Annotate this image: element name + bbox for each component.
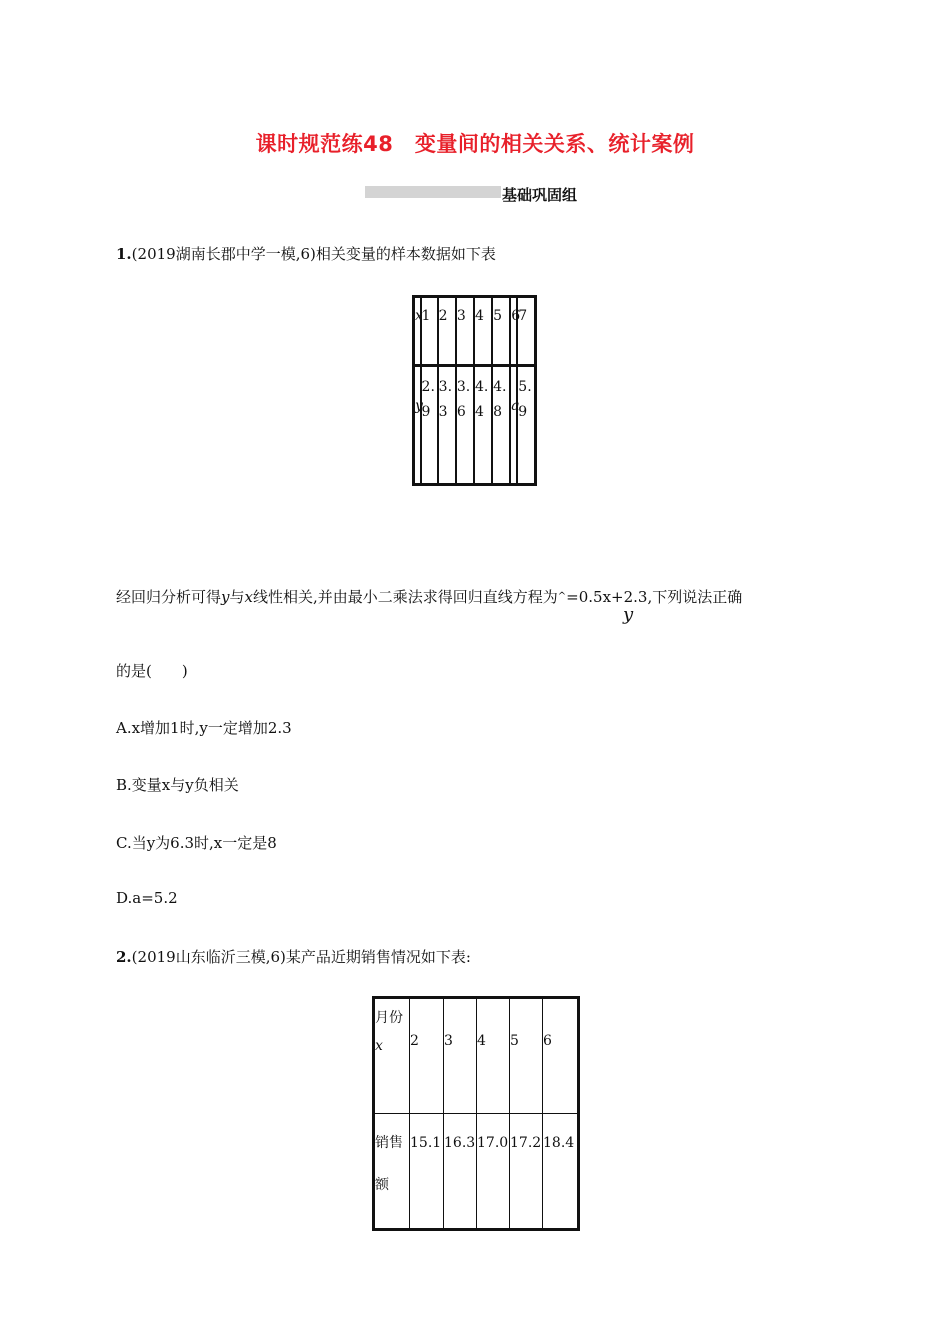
table-cell: 6 xyxy=(510,297,517,366)
table-header-month: 月份 x xyxy=(374,998,410,1114)
page-title: 课时规范练48 变量间的相关关系、统计案例 xyxy=(255,132,695,156)
table-cell: 2 xyxy=(438,297,456,366)
table-row xyxy=(374,1114,579,1230)
question-1-stem: 经回归分析可得y与x线性相关,并由最小二乘法求得回归直线方程为^=0.5x+2.3,下列说法正确 xyxy=(116,588,743,606)
table-cell: 1 xyxy=(421,297,438,366)
table-cell: 5 xyxy=(492,297,510,366)
table-cell: 3 xyxy=(444,998,477,1114)
table-cell: 17.0 xyxy=(477,1114,510,1230)
table-cell: 2.9 xyxy=(421,366,438,485)
table-cell: 4 xyxy=(477,998,510,1114)
option-a: A.x增加1时,y一定增加2.3 xyxy=(116,719,292,737)
table-row xyxy=(414,366,536,485)
option-c: C.当y为6.3时,x一定是8 xyxy=(116,834,277,852)
table-cell: 4.4 xyxy=(474,366,492,485)
table-cell: 2 xyxy=(410,998,444,1114)
sample-data-table xyxy=(412,295,537,486)
table-cell: 16.3 xyxy=(444,1114,477,1230)
table-row xyxy=(414,297,536,366)
section-bar xyxy=(365,186,501,198)
table-cell: 4.8 xyxy=(492,366,510,485)
question-2-intro xyxy=(116,946,471,967)
question-number: 1. xyxy=(116,245,132,263)
option-b: B.变量x与y负相关 xyxy=(116,776,239,794)
sales-table xyxy=(372,996,580,1231)
table-cell: 6 xyxy=(543,998,579,1114)
section-label: 基础巩固组 xyxy=(502,186,578,204)
table-header-sales: 销售额 xyxy=(374,1114,410,1230)
question-number: 2. xyxy=(116,948,132,966)
table-cell: 15.1 xyxy=(410,1114,444,1230)
regression-equation: =0.5x+2.3,下列说法正确 xyxy=(566,588,743,606)
y-hat-symbol: y xyxy=(623,604,634,625)
table-cell: 5 xyxy=(510,998,543,1114)
question-1-stem-end: 的是( ) xyxy=(116,662,188,680)
hat-symbol: ^ xyxy=(557,591,567,602)
table-cell: 3 xyxy=(456,297,474,366)
table-cell: 18.4 xyxy=(543,1114,579,1230)
question-1-intro xyxy=(116,243,496,264)
question-source: (2019山东临沂三模,6)某产品近期销售情况如下表: xyxy=(131,948,471,966)
table-cell: 5.9 xyxy=(517,366,535,485)
table-cell: 7 xyxy=(517,297,535,366)
table-cell: 3.6 xyxy=(456,366,474,485)
table-row xyxy=(374,998,579,1114)
table-cell: 17.2 xyxy=(510,1114,543,1230)
table-header-y: y xyxy=(414,366,421,485)
table-cell: 3.3 xyxy=(438,366,456,485)
question-source: (2019湖南长郡中学一模,6)相关变量的样本数据如下表 xyxy=(131,245,496,263)
table-cell: a xyxy=(510,366,517,485)
option-d: D.a=5.2 xyxy=(116,889,178,907)
table-cell: 4 xyxy=(474,297,492,366)
table-header-x: x xyxy=(414,297,421,366)
